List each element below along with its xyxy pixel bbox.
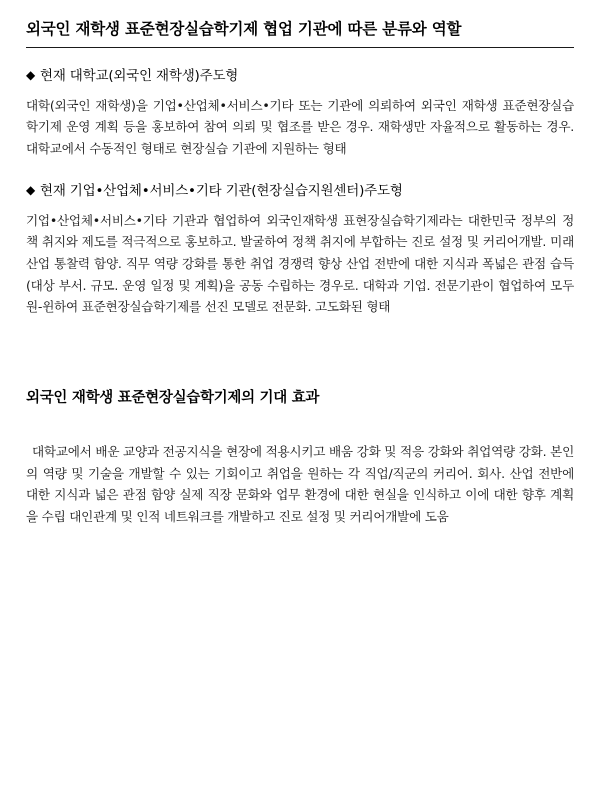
- page-title: 외국인 재학생 표준현장실습학기제 협업 기관에 따른 분류와 역할: [26, 20, 462, 38]
- section-1-heading: [26, 66, 574, 86]
- title-divider: [26, 47, 574, 48]
- diamond-bullet-icon: ◆: [26, 68, 36, 83]
- section-spacer: [26, 340, 574, 386]
- section-1-body: 대학(외국인 재학생)을 기업•산업체•서비스•기타 또는 기관에 의뢰하여 외국인 재학생 표준현장실습학기제 운영 계획 등을 홍보하여 참여 의뢰 및 협조를 받은 경우. 재학생만 자율적으로 활동하는 경우. 대학교에서 수동적인 형태로 현장실습 기관에 지원하는 형태: [26, 97, 574, 156]
- subsection-body: 대학교에서 배운 교양과 전공지식을 현장에 적용시키고 배움 강화 및 적응 강화와 취업역량 강화. 본인의 역량 및 기술을 개발할 수 있는 기회이고 취업을 원하는 각 직업/직군의 커리어. 회사. 산업 전반에 대한 지식과 넓은 관점 함양 실제 직장 문화와 업무 환경에 대한 현실을 인식하고 이에 대한 향후 계획을 수립 대인관계 및 인적 네트워크를 개발하고 진로 설정 및 커리어개발에 도움: [26, 444, 574, 524]
- subsection-expected-effects: [26, 386, 574, 528]
- section-2-body: 기업•산업체•서비스•기타 기관과 협업하여 외국인재학생 표현장실습학기제라는 대한민국 정부의 정책 취지와 제도를 적극적으로 홍보하고. 발굴하여 정책 취지에 부합하는 진로 설정 및 커리어개발. 미래산업 통찰력 함양. 직무 역량 강화를 통한 취업 경쟁력 향상 산업 전반에 대한 지식과 폭넓은 관점 습득(대상 부서. 규모. 운영 일정 및 계획)을 공동 수립하는 경우로. 대학과 기업. 전문기관이 협업하여 모두 원-윈하여 표준현장실습학기제를 선진 모델로 전문화. 고도화된 형태: [26, 212, 574, 315]
- subsection-title: 외국인 재학생 표준현장실습학기제의 기대 효과: [26, 390, 320, 406]
- section-1: [26, 66, 574, 159]
- section-2-heading-text: 현재 기업•산업체•서비스•기타 기관(현장실습지원센터)주도형: [40, 183, 403, 200]
- section-2-heading: [26, 181, 574, 201]
- section-1-heading-text: 현재 대학교(외국인 재학생)주도형: [40, 68, 239, 85]
- section-2: [26, 181, 574, 318]
- diamond-bullet-icon: ◆: [26, 183, 36, 198]
